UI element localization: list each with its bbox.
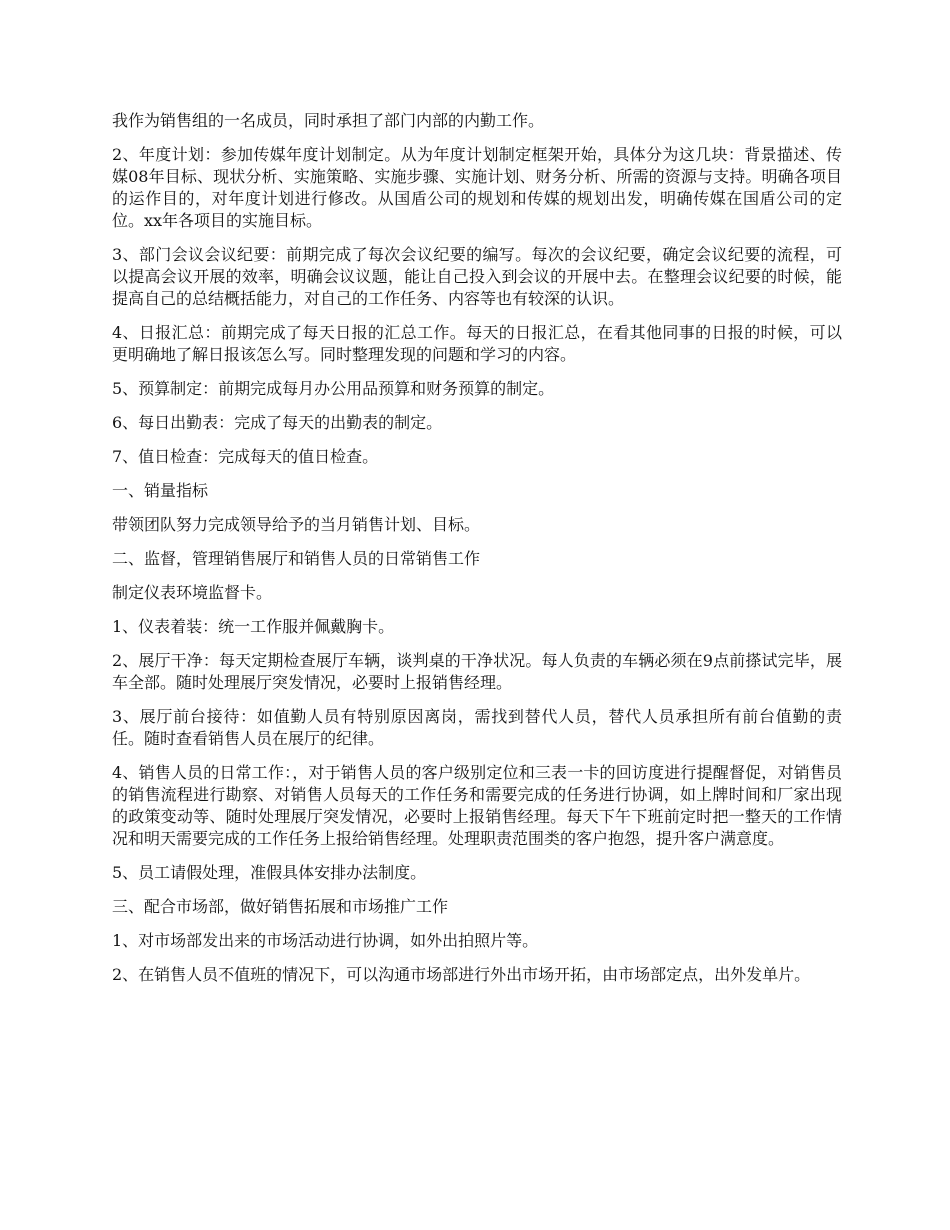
document-body [112, 110, 842, 998]
paragraph-attendance: 6、每日出勤表：完成了每天的出勤表的制定。 [112, 413, 443, 432]
paragraph-market-expansion: 2、在销售人员不值班的情况下，可以沟通市场部进行外出市场开拓，由市场部定点，出外发单片。 [112, 965, 811, 984]
paragraph-sales-target: 带领团队努力完成领导给予的当月销售计划、目标。 [112, 515, 481, 534]
paragraph-leave: 5、员工请假处理，准假具体安排办法制度。 [112, 863, 427, 882]
paragraph-budget: 5、预算制定：前期完成每月办公用品预算和财务预算的制定。 [112, 379, 555, 398]
paragraph-daily-work: 4、销售人员的日常工作：，对于销售人员的客户级别定位和三表一卡的回访度进行提醒督促，对销售员的销售流程进行勘察、对销售人员每天的工作任务和需要完成的任务进行协调，如上牌时间和厂家出现的政策变动等、随时处理展厅突发情况，必要时上报销售经理。每天下午下班前定时把一整天的工作情况和明天需要完成的工作任务上报给销售经理。处理职责范围类的客户抱怨，提升客户满意度。 [112, 763, 842, 848]
paragraph-supervision-card: 制定仪表环境监督卡。 [112, 583, 273, 602]
paragraph-marketing-coordination: 1、对市场部发出来的市场活动进行协调，如外出拍照片等。 [112, 931, 539, 950]
section-heading-marketing: 三、配合市场部，做好销售拓展和市场推广工作 [112, 897, 449, 916]
paragraph-dress-code: 1、仪表着装：统一工作服并佩戴胸卡。 [112, 617, 395, 636]
paragraph-meeting-minutes: 3、部门会议会议纪要：前期完成了每次会议纪要的编写。每次的会议纪要，确定会议纪要的流程，可以提高会议开展的效率，明确会议议题，能让自己投入到会议的开展中去。在整理会议纪要的时候，能提高自己的总结概括能力，对自己的工作任务、内容等也有较深的认识。 [112, 245, 842, 308]
paragraph-showroom-clean: 2、展厅干净：每天定期检查展厅车辆，谈判桌的干净状况。每人负责的车辆必须在9点前搽试完毕，展车全部。随时处理展厅突发情况，必要时上报销售经理。 [112, 651, 842, 692]
paragraph-intro: 我作为销售组的一名成员，同时承担了部门内部的内勤工作。 [112, 111, 545, 130]
paragraph-daily-report: 4、日报汇总：前期完成了每天日报的汇总工作。每天的日报汇总，在看其他同事的日报的时候，可以更明确地了解日报该怎么写。同时整理发现的问题和学习的内容。 [112, 323, 842, 364]
paragraph-annual-plan: 2、年度计划：参加传媒年度计划制定。从为年度计划制定框架开始，具体分为这几块：背景描述、传媒08年目标、现状分析、实施策略、实施步骤、实施计划、财务分析、所需的资源与支持。明确各项目的运作目的，对年度计划进行修改。从国盾公司的规划和传媒的规划出发，明确传媒在国盾公司的定位。xx年各项目的实施目标。 [112, 145, 842, 230]
paragraph-front-desk: 3、展厅前台接待：如值勤人员有特别原因离岗，需找到替代人员，替代人员承担所有前台值勤的责任。随时查看销售人员在展厅的纪律。 [112, 707, 842, 748]
section-heading-sales-target: 一、销量指标 [112, 481, 209, 500]
section-heading-supervision: 二、监督，管理销售展厅和销售人员的日常销售工作 [112, 549, 481, 568]
paragraph-duty-check: 7、值日检查：完成每天的值日检查。 [112, 447, 379, 466]
